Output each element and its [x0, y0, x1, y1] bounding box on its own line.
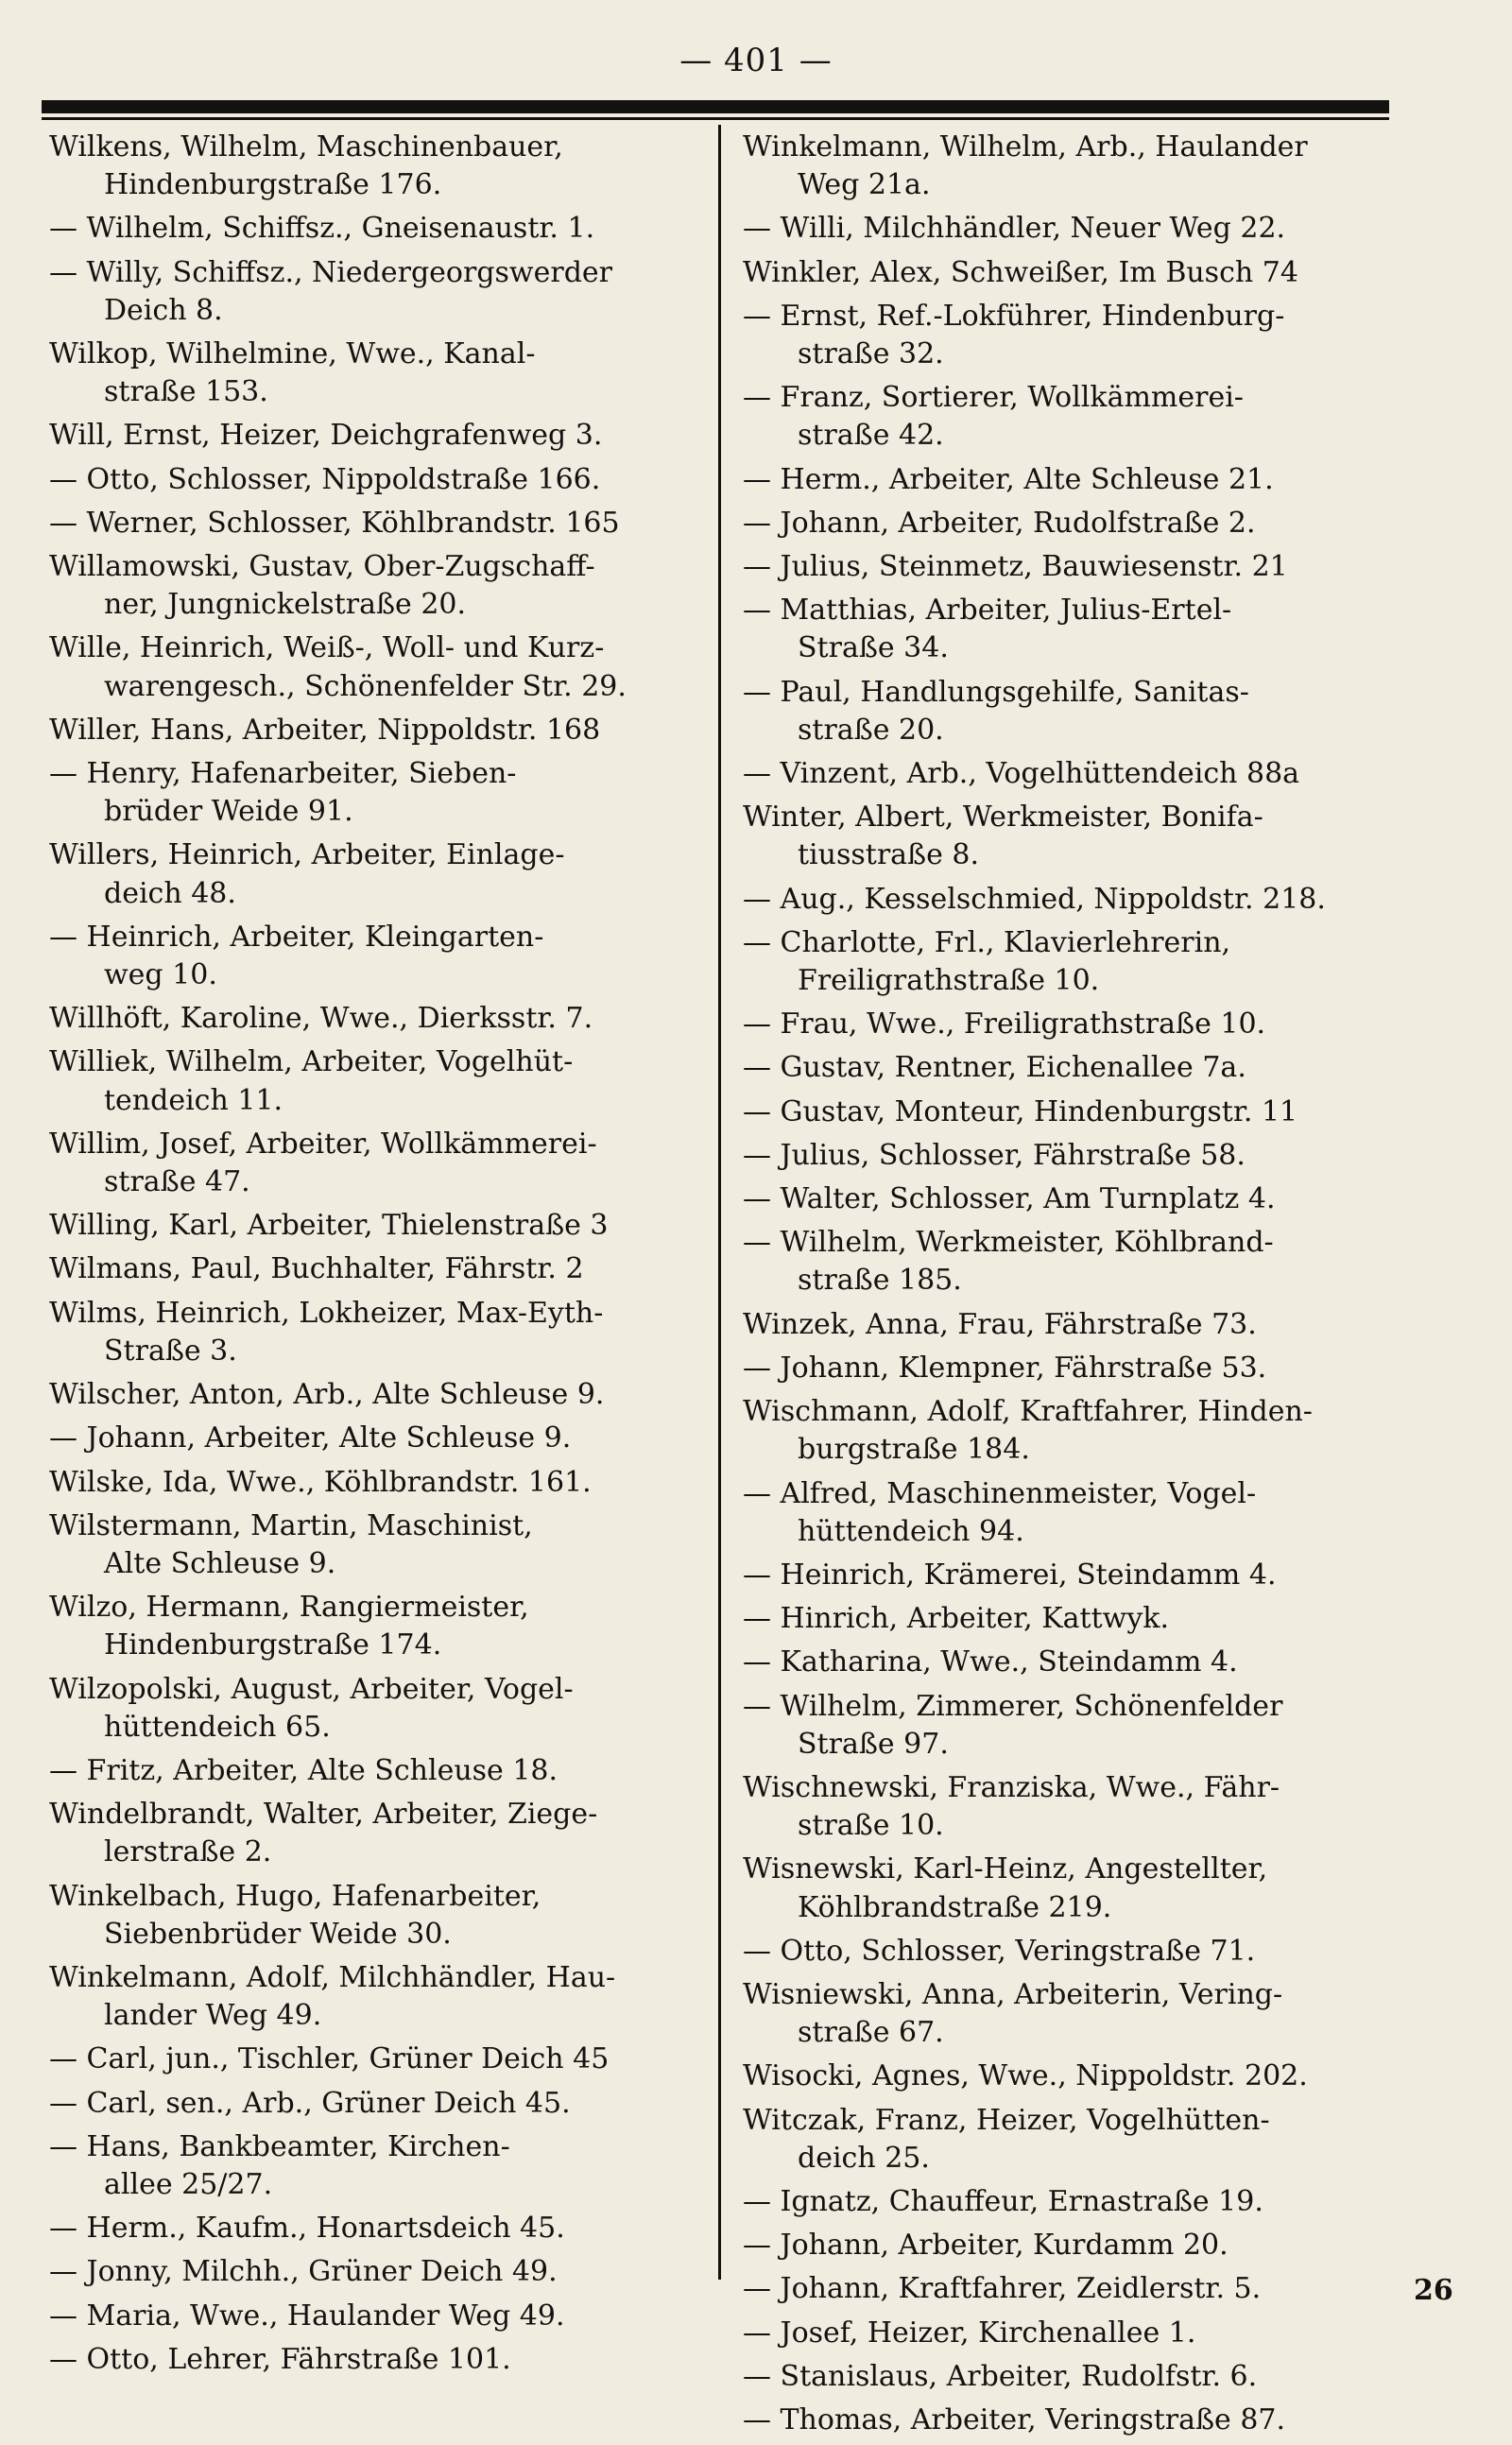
entry-line: — Ernst, Ref.-Lokführer, Hindenburg- — [743, 299, 1285, 333]
right-column — [743, 129, 1452, 2445]
entry-line: Wilmans, Paul, Buchhalter, Fährstr. 2 — [49, 1252, 584, 1286]
entry-line: Willer, Hans, Arbeiter, Nippoldstr. 168 — [49, 713, 601, 747]
entry-continuation-line: Hindenburgstraße 174. — [104, 1628, 442, 1662]
entry-line: — Paul, Handlungsgehilfe, Sanitas- — [743, 675, 1249, 709]
entry-line: — Heinrich, Krämerei, Steindamm 4. — [743, 1558, 1277, 1592]
directory-entry — [49, 1671, 720, 1747]
directory-entry — [743, 210, 1452, 248]
entry-line: — Julius, Steinmetz, Bauwiesenstr. 21 — [743, 550, 1288, 584]
directory-entry — [743, 1933, 1452, 1971]
directory-entry — [743, 1180, 1452, 1218]
column-divider — [718, 125, 721, 2280]
entry-line: — Julius, Schlosser, Fährstraße 58. — [743, 1138, 1246, 1172]
entry-continuation-line: Straße 34. — [798, 631, 949, 665]
directory-entry — [743, 1769, 1452, 1845]
directory-entry — [49, 755, 720, 831]
directory-entry — [743, 2270, 1452, 2308]
entry-line: — Walter, Schlosser, Am Turnplatz 4. — [743, 1182, 1276, 1216]
directory-entry — [743, 1006, 1452, 1043]
directory-entry — [743, 2183, 1452, 2221]
entry-line: Wisocki, Agnes, Wwe., Nippoldstr. 202. — [743, 2059, 1308, 2093]
entry-continuation-line: Straße 97. — [798, 1727, 949, 1761]
directory-entry — [49, 1126, 720, 1201]
entry-continuation-line: Siebenbrüder Weide 30. — [104, 1917, 452, 1951]
entry-line: Winkelmann, Wilhelm, Arb., Haulander — [743, 130, 1308, 164]
entry-line: Wilske, Ida, Wwe., Köhlbrandstr. 161. — [49, 1465, 592, 1499]
directory-entry — [49, 2298, 720, 2335]
entry-line: Wilms, Heinrich, Lokheizer, Max-Eyth- — [49, 1296, 604, 1330]
entry-line: — Matthias, Arbeiter, Julius-Ertel- — [743, 594, 1232, 628]
directory-entry — [49, 1878, 720, 1954]
entry-line: — Gustav, Rentner, Eichenallee 7a. — [743, 1051, 1246, 1085]
page-number: 26 — [1414, 2274, 1453, 2307]
entry-line: — Herm., Arbeiter, Alte Schleuse 21. — [743, 462, 1274, 496]
directory-entry — [743, 298, 1452, 373]
entry-line: Willhöft, Karoline, Wwe., Dierksstr. 7. — [49, 1002, 593, 1036]
entry-continuation-line: deich 25. — [798, 2141, 930, 2175]
directory-entry — [49, 1589, 720, 1664]
entry-line: — Johann, Kraftfahrer, Zeidlerstr. 5. — [743, 2272, 1262, 2306]
entry-line: Williek, Wilhelm, Arbeiter, Vogelhüt- — [49, 1045, 574, 1079]
entry-continuation-line: Deich 8. — [104, 293, 223, 327]
entry-line: — Otto, Schlosser, Veringstraße 71. — [743, 1934, 1256, 1968]
directory-entry — [49, 1376, 720, 1414]
directory-entry — [743, 461, 1452, 499]
entry-continuation-line: weg 10. — [104, 958, 217, 992]
directory-entry — [49, 548, 720, 624]
left-column — [49, 129, 720, 2385]
entry-line: Winkler, Alex, Schweißer, Im Busch 74 — [743, 255, 1298, 289]
directory-entry — [49, 2253, 720, 2291]
entry-line: — Katharina, Wwe., Steindamm 4. — [743, 1645, 1238, 1679]
entry-line: — Charlotte, Frl., Klavierlehrerin, — [743, 925, 1231, 959]
entry-line: — Thomas, Arbeiter, Veringstraße 87. — [743, 2402, 1286, 2436]
entry-line: Winter, Albert, Werkmeister, Bonifa- — [743, 801, 1263, 835]
directory-entry — [743, 1688, 1452, 1764]
directory-entry — [49, 336, 720, 411]
entry-line: Willers, Heinrich, Arbeiter, Einlage- — [49, 838, 565, 872]
entry-line: Wilstermann, Martin, Maschinist, — [49, 1508, 533, 1542]
entry-line: — Johann, Arbeiter, Kurdamm 20. — [743, 2229, 1228, 2263]
directory-entry — [49, 1043, 720, 1119]
directory-entry — [49, 505, 720, 542]
entry-continuation-line: straße 47. — [104, 1165, 250, 1199]
entry-continuation-line: lander Weg 49. — [104, 1999, 322, 2033]
directory-entry — [49, 1000, 720, 1038]
directory-entry — [743, 1093, 1452, 1131]
entry-line: — Johann, Klempner, Fährstraße 53. — [743, 1351, 1267, 1385]
directory-entry — [743, 2227, 1452, 2264]
directory-entry — [49, 836, 720, 912]
entry-line: Will, Ernst, Heizer, Deichgrafenweg 3. — [49, 419, 603, 453]
entry-continuation-line: Weg 21a. — [798, 168, 931, 202]
entry-line: Willing, Karl, Arbeiter, Thielenstraße 3 — [49, 1209, 609, 1243]
directory-entry — [49, 254, 720, 330]
directory-entry — [49, 1250, 720, 1288]
directory-entry — [49, 1295, 720, 1370]
entry-continuation-line: tendeich 11. — [104, 1083, 284, 1117]
directory-entry — [49, 1464, 720, 1502]
entry-line: Willim, Josef, Arbeiter, Wollkämmerei- — [49, 1127, 597, 1161]
directory-entry — [743, 1393, 1452, 1469]
directory-entry — [743, 799, 1452, 874]
directory-entry — [49, 919, 720, 994]
entry-continuation-line: Hindenburgstraße 176. — [104, 168, 442, 202]
directory-entry — [49, 129, 720, 204]
directory-entry — [743, 548, 1452, 586]
entry-continuation-line: lerstraße 2. — [104, 1835, 272, 1869]
entry-line: Wischnewski, Franziska, Wwe., Fähr- — [743, 1770, 1280, 1804]
entry-line: — Heinrich, Arbeiter, Kleingarten- — [49, 920, 544, 954]
directory-entry — [743, 755, 1452, 793]
entry-continuation-line: Straße 3. — [104, 1334, 237, 1368]
entry-line: — Ignatz, Chauffeur, Ernastraße 19. — [743, 2184, 1263, 2218]
header-rule-thick — [42, 100, 1389, 113]
entry-line: — Carl, sen., Arb., Grüner Deich 45. — [49, 2086, 571, 2120]
directory-entry — [49, 2085, 720, 2123]
entry-line: Witczak, Franz, Heizer, Vogelhütten- — [743, 2103, 1270, 2137]
directory-entry — [49, 461, 720, 499]
entry-continuation-line: warengesch., Schönenfelder Str. 29. — [104, 669, 627, 703]
directory-entry — [743, 1306, 1452, 1344]
directory-entry — [743, 2358, 1452, 2396]
directory-entry — [49, 2128, 720, 2204]
entry-continuation-line: straße 67. — [798, 2016, 944, 2050]
entry-continuation-line: burgstraße 184. — [798, 1433, 1030, 1467]
directory-entry — [49, 1752, 720, 1790]
entry-line: — Aug., Kesselschmied, Nippoldstr. 218. — [743, 882, 1326, 916]
directory-entry — [743, 592, 1452, 667]
directory-entry — [743, 2102, 1452, 2178]
entry-continuation-line: straße 32. — [798, 337, 944, 371]
directory-entry — [49, 1507, 720, 1583]
entry-continuation-line: allee 25/27. — [104, 2167, 273, 2201]
directory-entry — [49, 712, 720, 749]
entry-line: Wilkens, Wilhelm, Maschinenbauer, — [49, 130, 563, 164]
entry-line: — Werner, Schlosser, Köhlbrandstr. 165 — [49, 506, 620, 540]
entry-line: — Wilhelm, Zimmerer, Schönenfelder — [743, 1689, 1283, 1723]
entry-line: — Hinrich, Arbeiter, Kattwyk. — [743, 1602, 1169, 1636]
directory-entry — [49, 1207, 720, 1245]
directory-entry — [743, 1224, 1452, 1300]
entry-line: — Gustav, Monteur, Hindenburgstr. 11 — [743, 1094, 1298, 1128]
entry-continuation-line: straße 20. — [798, 713, 944, 747]
entry-continuation-line: Freiligrathstraße 10. — [798, 964, 1100, 998]
entry-line: — Wilhelm, Schiffsz., Gneisenaustr. 1. — [49, 212, 595, 246]
entry-line: — Alfred, Maschinenmeister, Vogel- — [743, 1476, 1257, 1510]
directory-entry — [49, 629, 720, 705]
entry-continuation-line: straße 185. — [798, 1264, 962, 1298]
entry-continuation-line: Köhlbrandstraße 219. — [798, 1890, 1112, 1924]
entry-line: — Vinzent, Arb., Vogelhüttendeich 88a — [743, 757, 1300, 791]
directory-entry — [49, 1959, 720, 2035]
directory-entry — [743, 1475, 1452, 1551]
entry-line: Wisnewski, Karl-Heinz, Angestellter, — [743, 1852, 1268, 1886]
directory-entry — [743, 1644, 1452, 1681]
entry-line: — Carl, jun., Tischler, Grüner Deich 45 — [49, 2042, 610, 2076]
entry-line: — Willi, Milchhändler, Neuer Weg 22. — [743, 212, 1286, 246]
entry-line: Wilzopolski, August, Arbeiter, Vogel- — [49, 1672, 574, 1706]
entry-continuation-line: straße 153. — [104, 375, 268, 409]
directory-entry — [743, 1851, 1452, 1926]
entry-line: Wilkop, Wilhelmine, Wwe., Kanal- — [49, 337, 536, 371]
entry-line: — Willy, Schiffsz., Niedergeorgswerder — [49, 255, 612, 289]
directory-entry — [743, 1600, 1452, 1638]
entry-line: — Otto, Schlosser, Nippoldstraße 166. — [49, 462, 601, 496]
entry-line: Wilscher, Anton, Arb., Alte Schleuse 9. — [49, 1378, 605, 1412]
directory-entry — [743, 881, 1452, 919]
directory-entry — [49, 2341, 720, 2379]
directory-entry — [49, 2040, 720, 2078]
directory-entry — [743, 129, 1452, 204]
entry-line: Wille, Heinrich, Weiß-, Woll- und Kurz- — [49, 631, 605, 665]
directory-entry — [743, 2058, 1452, 2095]
entry-continuation-line: hüttendeich 94. — [798, 1514, 1024, 1548]
entry-continuation-line: hüttendeich 65. — [104, 1710, 331, 1744]
entry-line: Wilzo, Hermann, Rangiermeister, — [49, 1591, 529, 1625]
directory-entry — [49, 210, 720, 248]
entry-continuation-line: ner, Jungnickelstraße 20. — [104, 588, 467, 622]
directory-entry — [743, 2402, 1452, 2439]
directory-entry — [743, 1137, 1452, 1175]
directory-entry — [743, 1049, 1452, 1087]
directory-entry — [743, 674, 1452, 749]
entry-line: — Johann, Arbeiter, Alte Schleuse 9. — [49, 1421, 572, 1455]
entry-continuation-line: tiusstraße 8. — [798, 838, 979, 872]
entry-continuation-line: brüder Weide 91. — [104, 795, 353, 829]
directory-entry — [49, 1796, 720, 1871]
entry-continuation-line: straße 10. — [798, 1809, 944, 1843]
entry-line: — Jonny, Milchh., Grüner Deich 49. — [49, 2255, 558, 2289]
entry-line: — Herm., Kaufm., Honartsdeich 45. — [49, 2212, 565, 2246]
directory-entry — [743, 254, 1452, 292]
entry-line: — Maria, Wwe., Haulander Weg 49. — [49, 2299, 565, 2333]
entry-line: Winkelbach, Hugo, Hafenarbeiter, — [49, 1879, 541, 1913]
entry-continuation-line: Alte Schleuse 9. — [104, 1546, 336, 1580]
entry-line: Wisniewski, Anna, Arbeiterin, Vering- — [743, 1977, 1283, 2011]
directory-entry — [49, 1420, 720, 1457]
entry-line: Winzek, Anna, Frau, Fährstraße 73. — [743, 1307, 1257, 1341]
entry-line: — Hans, Bankbeamter, Kirchen- — [49, 2129, 510, 2163]
directory-entry — [743, 2315, 1452, 2352]
entry-line: Winkelmann, Adolf, Milchhändler, Hau- — [49, 1960, 616, 1994]
directory-entry — [743, 379, 1452, 455]
directory-entry — [49, 2210, 720, 2247]
directory-entry — [743, 1976, 1452, 2052]
directory-entry — [49, 417, 720, 455]
entry-line: — Otto, Lehrer, Fährstraße 101. — [49, 2342, 511, 2376]
entry-line: Willamowski, Gustav, Ober-Zugschaff- — [49, 550, 595, 584]
entry-line: — Fritz, Arbeiter, Alte Schleuse 18. — [49, 1753, 558, 1787]
directory-entry — [743, 1350, 1452, 1387]
page-header: — 401 — — [679, 42, 833, 79]
header-rule-thin — [42, 117, 1389, 120]
entry-line: — Josef, Heizer, Kirchenallee 1. — [743, 2316, 1196, 2350]
entry-line: — Wilhelm, Werkmeister, Köhlbrand- — [743, 1226, 1274, 1260]
directory-entry — [743, 924, 1452, 1000]
entry-continuation-line: deich 48. — [104, 876, 236, 910]
directory-entry — [743, 1557, 1452, 1594]
entry-line: — Franz, Sortierer, Wollkämmerei- — [743, 381, 1244, 415]
entry-line: — Johann, Arbeiter, Rudolfstraße 2. — [743, 506, 1256, 540]
entry-line: Wischmann, Adolf, Kraftfahrer, Hinden- — [743, 1395, 1313, 1429]
entry-line: — Henry, Hafenarbeiter, Sieben- — [49, 757, 517, 791]
entry-line: Windelbrandt, Walter, Arbeiter, Ziege- — [49, 1798, 598, 1832]
entry-line: — Frau, Wwe., Freiligrathstraße 10. — [743, 1007, 1266, 1042]
directory-entry — [743, 505, 1452, 542]
entry-line: — Stanislaus, Arbeiter, Rudolfstr. 6. — [743, 2359, 1258, 2393]
entry-continuation-line: straße 42. — [798, 419, 944, 453]
